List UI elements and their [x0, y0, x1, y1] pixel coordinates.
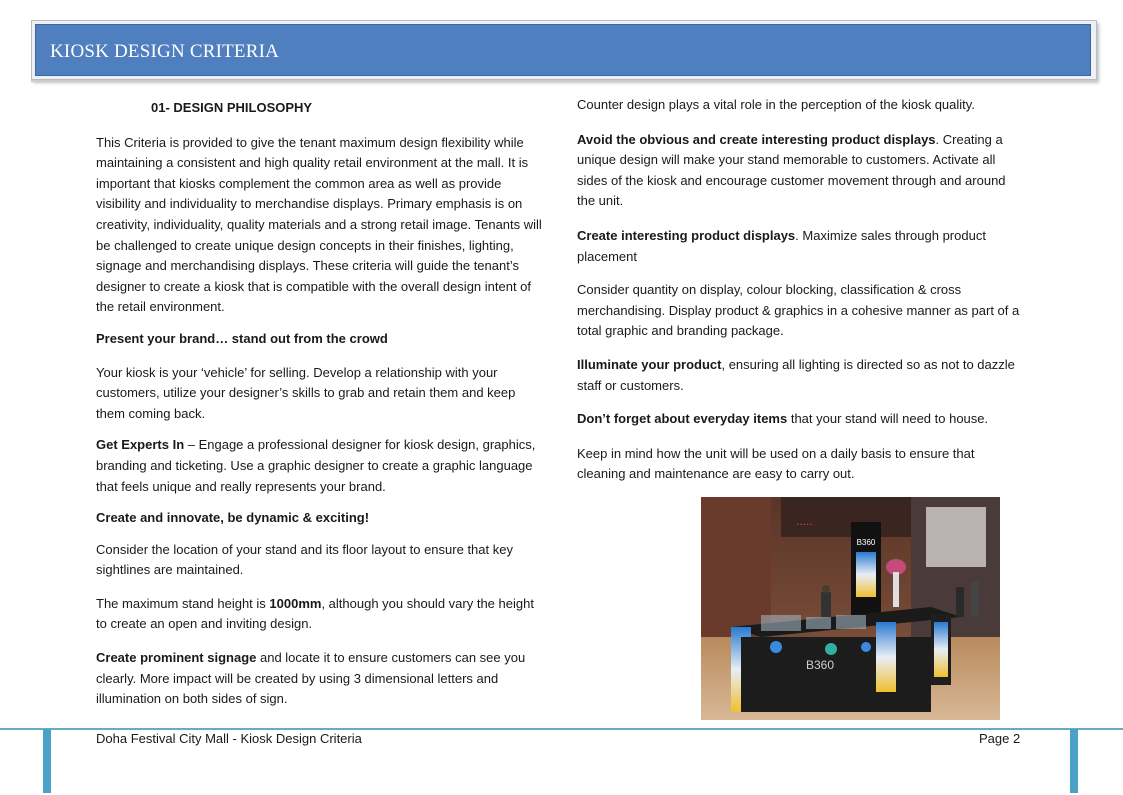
vehicle-paragraph — [96, 363, 544, 425]
height-value: 1000mm — [269, 595, 322, 611]
illuminate-paragraph — [577, 355, 1025, 396]
experts-paragraph — [96, 435, 544, 497]
header-bar — [35, 24, 1091, 76]
brand-heading: Present your brand… stand out from the crowd — [96, 330, 388, 346]
height-text-post: , although you should vary the height to create an open and inviting design. — [96, 595, 534, 632]
everyday-label: Don’t forget about everyday items — [577, 411, 788, 427]
location-paragraph: Consider the location of your stand and its floor layout to ensure that key sightlines are maintained. — [96, 541, 513, 578]
everyday-text: that your stand will need to house. — [787, 411, 989, 427]
quantity-paragraph: Consider quantity on display, colour blocking, classification & cross merchandising. Display product & graphics in a cohesive manner as part of a total graphic and branding package. — [577, 282, 1020, 339]
signage-paragraph — [96, 648, 544, 710]
signage-text: and locate it to ensure customers can see you clearly. More impact will be created by using 3 dimensional letters and illumination on both sides of sign. — [96, 650, 526, 707]
vehicle-text: Your kiosk is your ‘vehicle’ for selling. Develop a relationship with your customers, utilize your designer’s skills to grab and retain them and keep them coming back. — [96, 364, 516, 421]
footer-page-number: Page 2 — [979, 731, 1021, 746]
illuminate-text: , ensuring all lighting is directed so as not to dazzle staff or customers. — [577, 356, 1015, 393]
kiosk-photo — [701, 497, 1000, 720]
counter-paragraph: Counter design plays a vital role in the perception of the kiosk quality. — [577, 97, 975, 112]
signage-label: Create prominent signage — [96, 650, 257, 666]
height-paragraph — [96, 594, 544, 635]
footer-divider — [0, 728, 1123, 730]
section-heading: 01- DESIGN PHILOSOPHY — [151, 100, 313, 115]
maintenance-paragraph: Keep in mind how the unit will be used on a daily basis to ensure that cleaning and maintenance are easy to carry out. — [577, 445, 975, 482]
footer-accent-right — [1070, 729, 1078, 793]
avoid-paragraph — [577, 130, 1025, 212]
everyday-paragraph — [577, 409, 1025, 430]
displays-paragraph — [577, 226, 1025, 267]
experts-text: – Engage a professional designer for kiosk design, graphics, branding and ticketing. Use a graphic designer to create a graphic language that feels unique and really represents your brand. — [96, 437, 536, 494]
illuminate-label: Illuminate your product — [577, 356, 722, 372]
left-column — [96, 95, 544, 721]
intro-paragraph: This Criteria is provided to give the tenant maximum design flexibility while maintaining a consistent and high quality retail environment at the mall. It is important that kiosks complement the common area as well as provide visibility and individuality to merchandise displays. Primary emphasis is on creativity, individuality, quality materials and a strong retail image. Tenants will be challenged to create unique design concepts in their finishes, lighting, signage and merchandising displays. These criteria will guide the tenant’s designer to create a kiosk that is compatible with the overall design intent of the retail environment. — [96, 134, 542, 315]
page-title: KIOSK DESIGN CRITERIA — [50, 41, 280, 62]
header-divider — [31, 80, 1097, 82]
avoid-label: Avoid the obvious and create interesting product displays — [577, 131, 936, 147]
experts-label: Get Experts In — [96, 437, 185, 453]
svg-text:.....: ..... — [796, 514, 813, 528]
innovate-heading: Create and innovate, be dynamic & exciting! — [96, 510, 370, 526]
kiosk-photo-illustration — [701, 497, 1000, 720]
height-text-pre: The maximum stand height is — [96, 595, 270, 611]
footer-accent-left — [43, 729, 51, 793]
kiosk-logo-text: B360 — [806, 658, 835, 672]
right-column — [577, 95, 1025, 496]
kiosk-sign-text: B360 — [856, 538, 876, 547]
avoid-text: . Creating a unique design will make your stand memorable to customers. Activate all sides of the kiosk and encourage customer movement through and around the unit. — [577, 131, 1006, 209]
displays-text: . Maximize sales through product placement — [577, 227, 986, 264]
footer-document-title: Doha Festival City Mall - Kiosk Design Criteria — [96, 731, 362, 746]
displays-label: Create interesting product displays — [577, 227, 796, 243]
